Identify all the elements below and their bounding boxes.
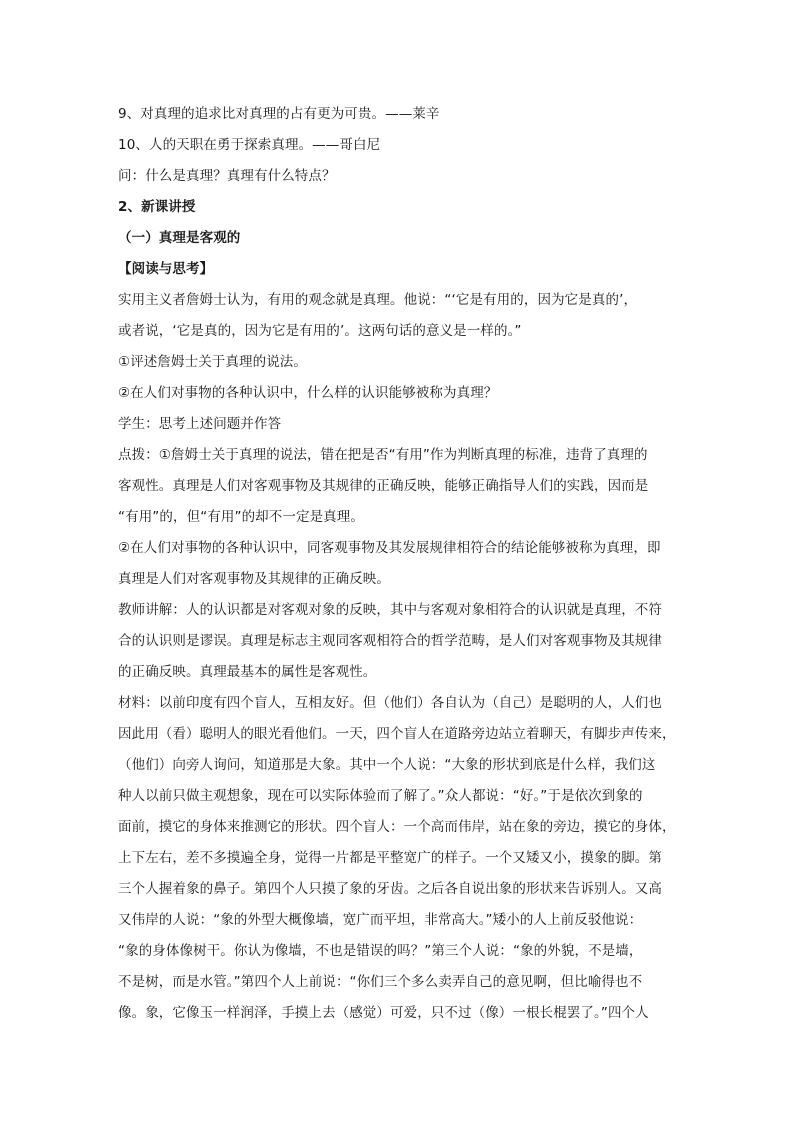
text-line: 材料：以前印度有四个盲人，互相友好。但（他们）各自认为（自己）是聪明的人，人们也	[118, 695, 662, 711]
section-heading: 【阅读与思考】	[118, 261, 214, 277]
text-line: 点拨：①詹姆士关于真理的说法，错在把是否“有用”作为判断真理的标准，违背了真理的	[118, 447, 648, 463]
text-line: 又伟岸的人说：“象的外型大概像墙，宽广而平坦，非常高大。”矮小的人上前反驳他说：	[118, 912, 643, 928]
text-line: 问：什么是真理？真理有什么特点？	[118, 168, 336, 184]
text-line: ②在人们对事物的各种认识中，什么样的认识能够被称为真理？	[118, 385, 498, 401]
text-line: 三个人握着象的鼻子。第四个人只摸了象的牙齿。之后各自说出象的形状来告诉别人。又高	[118, 881, 662, 897]
text-line: （他们）向旁人询问，知道那是大象。其中一个人说：“大象的形状到底是什么样，我们这	[118, 757, 656, 773]
text-line: 客观性。真理是人们对客观事物及其规律的正确反映，能够正确指导人们的实践，因而是	[118, 478, 649, 494]
text-line: 10、人的天职在勇于探索真理。——哥白尼	[118, 137, 381, 153]
document-body	[118, 99, 678, 1029]
text-line: 上下左右，差不多摸遍全身，觉得一片都是平整宽广的样子。一个又矮又小，摸象的脚。第	[118, 850, 662, 866]
text-line: 9、对真理的追求比对真理的占有更为可贵。——莱辛	[118, 106, 440, 122]
text-line: 因此用（看）聪明人的眼光看他们。一天，四个盲人在道路旁边站立着聊天，有脚步声传来，	[118, 726, 676, 742]
text-line: 学生：思考上述问题并作答	[118, 416, 282, 432]
text-line: 或者说，‘它是真的，因为它是有用的’。这两句话的意义是一样的。”	[118, 323, 522, 339]
section-heading: （一）真理是客观的	[118, 230, 241, 246]
section-heading: 2、新课讲授	[118, 199, 196, 215]
text-line: 合的认识则是谬误。真理是标志主观同客观相符合的哲学范畴，是人们对客观事物及其规律	[118, 633, 662, 649]
text-line: 面前，摸它的身体来推测它的形状。四个盲人：一个高而伟岸，站在象的旁边，摸它的身体，	[118, 819, 676, 835]
text-line: 不是树，而是水管。”第四个人上前说：“你们三个多么卖弄自己的意见啊，但比喻得也不	[118, 974, 643, 990]
text-line: “有用”的，但“有用”的却不一定是真理。	[118, 509, 364, 525]
text-line: ②在人们对事物的各种认识中，同客观事物及其发展规律相符合的结论能够被称为真理，即	[118, 540, 661, 556]
text-line: 真理是人们对客观事物及其规律的正确反映。	[118, 571, 390, 587]
text-line: ①评述詹姆士关于真理的说法。	[118, 354, 308, 370]
text-line: 像。象，它像玉一样润泽，手摸上去（感觉）可爱，只不过（像）一根长棍罢了。”四个人	[118, 1005, 649, 1021]
text-line: 的正确反映。真理最基本的属性是客观性。	[118, 664, 377, 680]
text-line: 教师讲解：人的认识都是对客观对象的反映，其中与客观对象相符合的认识就是真理，不符	[118, 602, 662, 618]
text-line: “象的身体像树干。你认为像墙，不也是错误的吗？”第三个人说：“象的外貌，不是墙，	[118, 943, 643, 959]
text-line: 实用主义者詹姆士认为，有用的观念就是真理。他说：“‘它是有用的，因为它是真的’，	[118, 292, 638, 308]
text-line: 种人以前只做主观想象，现在可以实际体验而了解了。”众人都说：“好。”于是依次到象的	[118, 788, 643, 804]
